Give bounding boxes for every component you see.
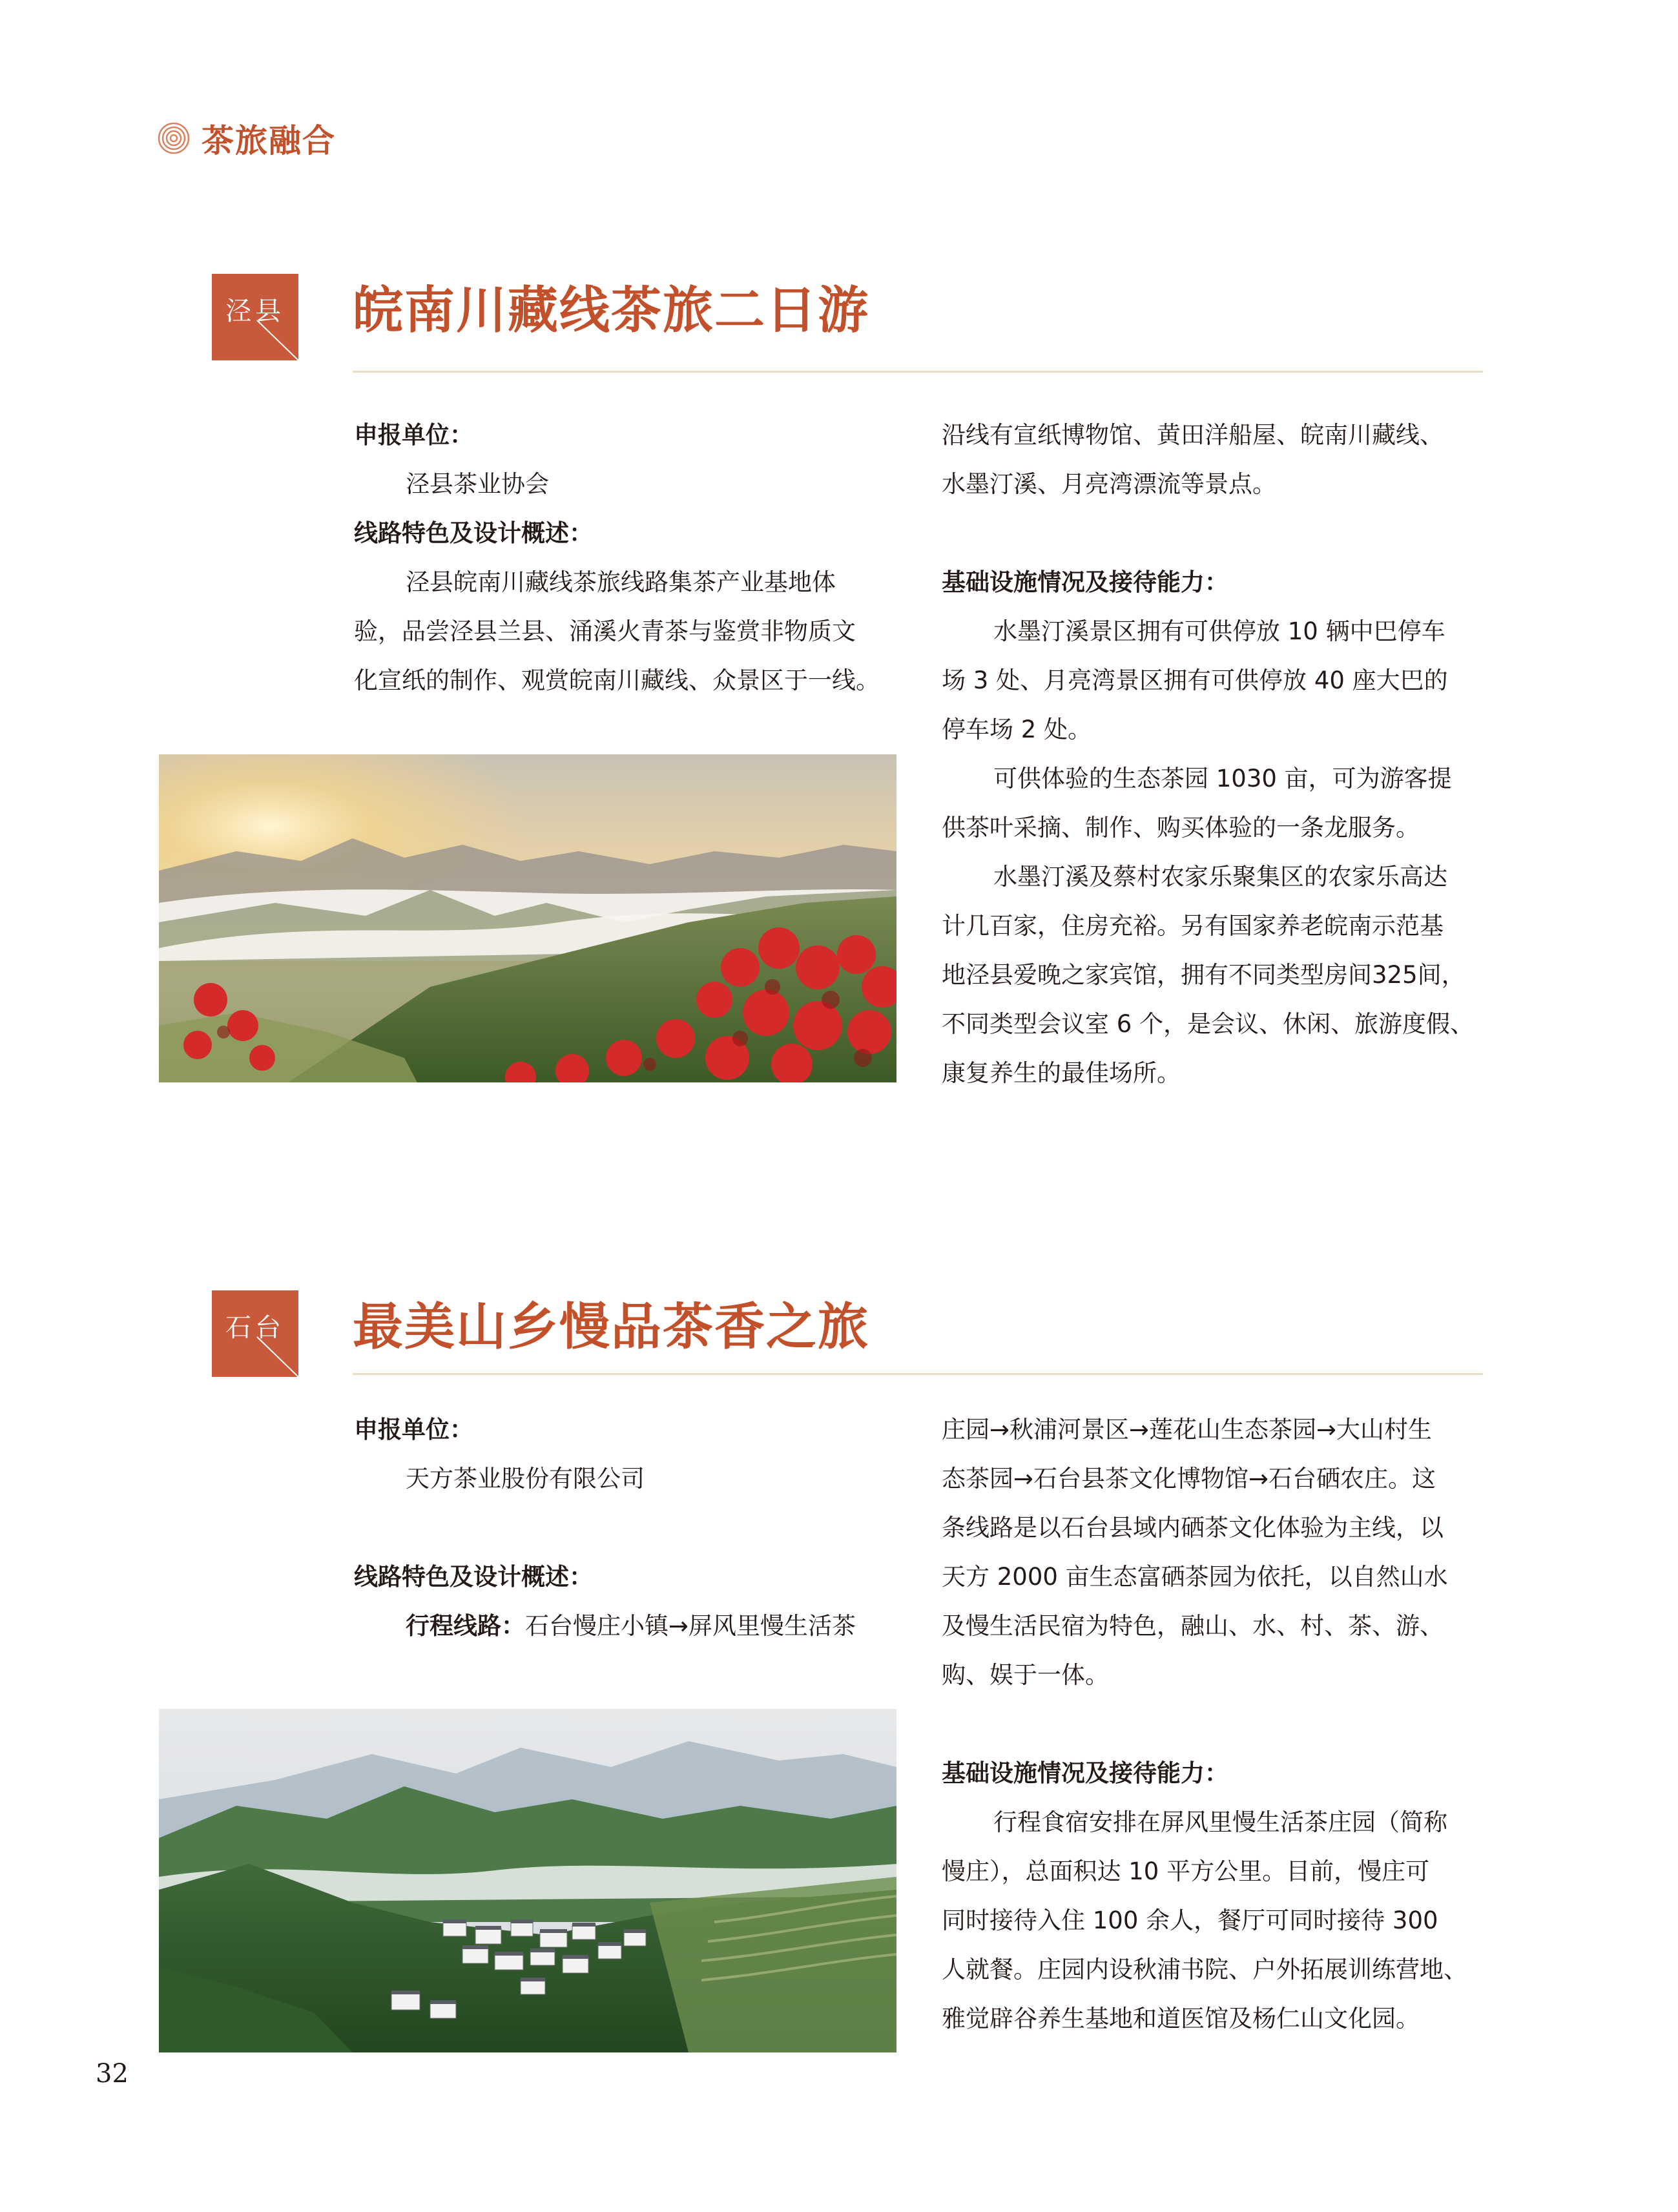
concentric-circles-icon bbox=[158, 122, 190, 154]
text-line: 场 3 处、月亮湾景区拥有可供停放 40 座大巴的 bbox=[942, 667, 1448, 694]
route-left-column bbox=[354, 1405, 909, 1651]
text-line: 水墨汀溪景区拥有可供停放 10 辆中巴停车 bbox=[993, 617, 1445, 645]
title-divider bbox=[353, 1373, 1483, 1375]
region-badge bbox=[212, 1290, 298, 1377]
route-title: 皖南川藏线茶旅二日游 bbox=[353, 282, 870, 340]
route-right-column bbox=[942, 1405, 1497, 2043]
text-line: 条线路是以石台县域内硒茶文化体验为主线，以 bbox=[942, 1514, 1444, 1542]
text-line: 供茶叶采摘、制作、购买体验的一条龙服务。 bbox=[942, 814, 1420, 842]
facilities-label: 基础设施情况及接待能力： bbox=[942, 568, 1228, 596]
text-line: 行程食宿安排在屏风里慢生活茶庄园（简称 bbox=[993, 1808, 1447, 1836]
applicant-value: 泾县茶业协会 bbox=[406, 470, 549, 498]
text-line: 水墨汀溪、月亮湾漂流等景点。 bbox=[942, 470, 1276, 498]
badge-diagonal-line bbox=[212, 1290, 298, 1377]
design-label: 线路特色及设计概述： bbox=[354, 519, 593, 547]
text-line: 同时接待入住 100 余人，餐厅可同时接待 300 bbox=[942, 1907, 1438, 1934]
applicant-label: 申报单位： bbox=[354, 421, 473, 449]
applicant-value: 天方茶业股份有限公司 bbox=[406, 1465, 645, 1493]
route-left-column bbox=[354, 411, 903, 705]
itinerary-start: 石台慢庄小镇→屏风里慢生活茶 bbox=[525, 1612, 856, 1640]
facilities-label: 基础设施情况及接待能力： bbox=[942, 1759, 1228, 1787]
text-line: 购、娱于一体。 bbox=[942, 1661, 1109, 1689]
itinerary-line bbox=[354, 1602, 909, 1651]
itinerary-label: 行程线路： bbox=[406, 1612, 525, 1640]
route-title: 最美山乡慢品茶香之旅 bbox=[353, 1298, 870, 1356]
text-line: 态茶园→石台县茶文化博物馆→石台硒农庄。这 bbox=[942, 1465, 1436, 1493]
section-header bbox=[158, 115, 336, 161]
text-line: 及慢生活民宿为特色，融山、水、村、茶、游、 bbox=[942, 1612, 1444, 1640]
section-title: 茶旅融合 bbox=[202, 121, 336, 160]
text-line: 停车场 2 处。 bbox=[942, 716, 1092, 743]
mountain-village-photo bbox=[159, 1709, 896, 2052]
text-line: 康复养生的最佳场所。 bbox=[942, 1059, 1181, 1087]
text-line: 沿线有宣纸博物馆、黄田洋船屋、皖南川藏线、 bbox=[942, 421, 1444, 449]
text-line: 人就餐。庄园内设秋浦书院、户外拓展训练营地、 bbox=[942, 1956, 1467, 1983]
text-line: 不同类型会议室 6 个，是会议、休闲、旅游度假、 bbox=[942, 1010, 1475, 1038]
text-line: 雅觉辟谷养生基地和道医馆及杨仁山文化园。 bbox=[942, 2005, 1420, 2032]
page-number: 32 bbox=[96, 2059, 129, 2089]
text-line: 庄园→秋浦河景区→莲花山生态茶园→大山村生 bbox=[942, 1416, 1433, 1443]
design-line: 泾县皖南川藏线茶旅线路集茶产业基地体 bbox=[406, 568, 836, 596]
route-right-column bbox=[942, 411, 1497, 1098]
text-line: 计几百家，住房充裕。另有国家养老皖南示范基 bbox=[942, 912, 1444, 940]
badge-diagonal-line bbox=[212, 274, 298, 360]
text-line: 可供体验的生态茶园 1030 亩，可为游客提 bbox=[993, 765, 1452, 792]
mountain-sunrise-photo bbox=[159, 754, 896, 1082]
region-label: 泾县 bbox=[225, 296, 285, 326]
region-label: 石台 bbox=[225, 1313, 285, 1343]
applicant-label: 申报单位： bbox=[354, 1416, 473, 1443]
text-line: 水墨汀溪及蔡村农家乐聚集区的农家乐高达 bbox=[993, 863, 1447, 891]
title-divider bbox=[353, 371, 1483, 373]
region-badge bbox=[212, 274, 298, 360]
design-line: 验，品尝泾县兰县、涌溪火青茶与鉴赏非物质文 bbox=[354, 617, 856, 645]
text-line: 地泾县爱晚之家宾馆，拥有不同类型房间325间， bbox=[942, 961, 1466, 989]
design-label: 线路特色及设计概述： bbox=[354, 1563, 593, 1591]
text-line: 慢庄），总面积达 10 平方公里。目前，慢庄可 bbox=[942, 1857, 1430, 1885]
design-line: 化宣纸的制作、观赏皖南川藏线、众景区于一线。 bbox=[354, 667, 880, 694]
text-line: 天方 2000 亩生态富硒茶园为依托，以自然山水 bbox=[942, 1563, 1448, 1591]
